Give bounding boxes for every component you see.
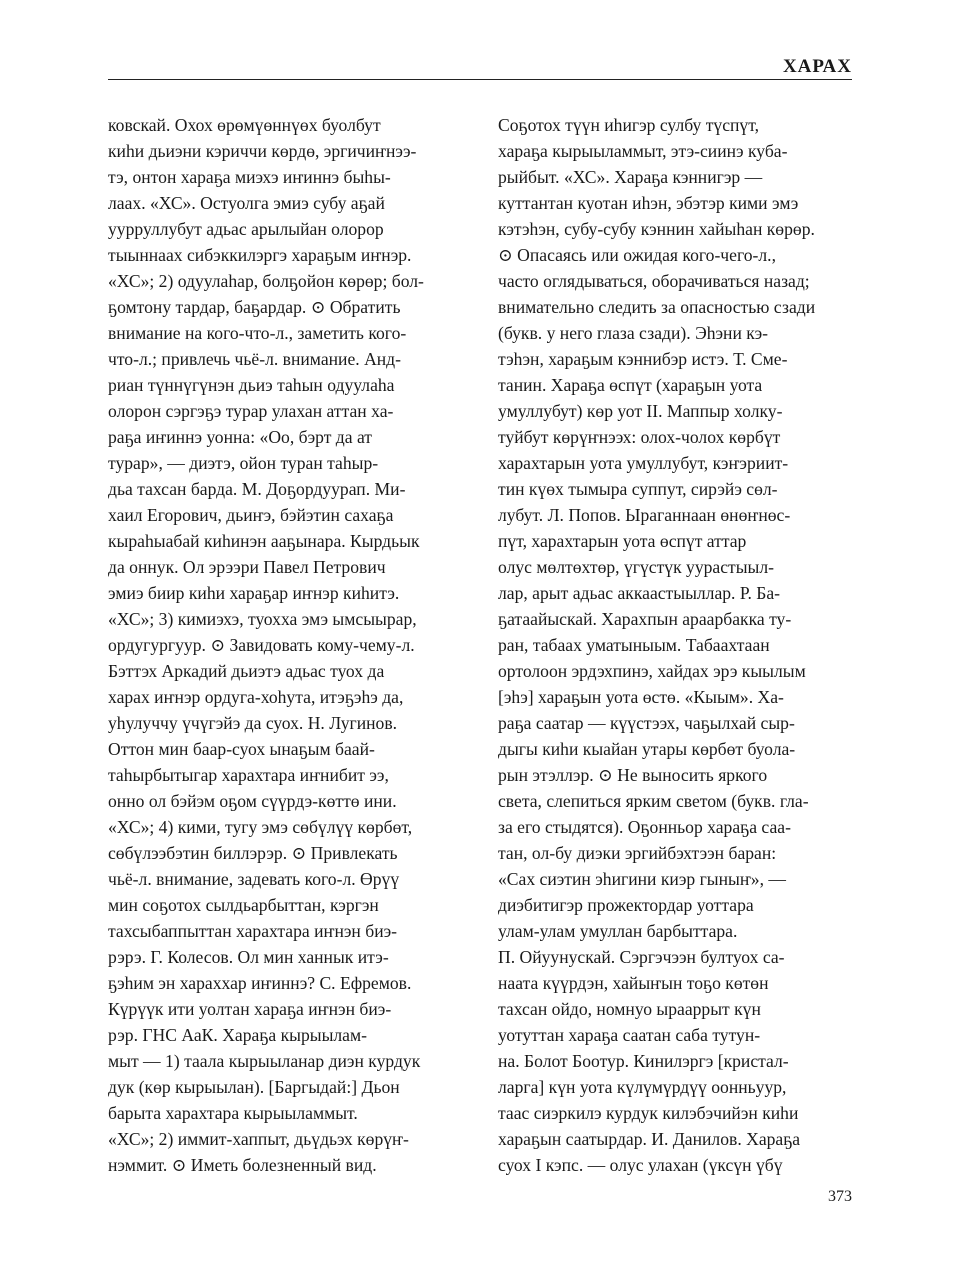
left-column-line: что-л.; привлечь чьё-л. внимание. Анд-: [108, 349, 401, 369]
right-column-line: тан, ол-бу диэки эргийбэхтээн баран:: [498, 843, 777, 863]
left-column-line: Күрүүк ити уолтан хараҕа иҥнэн биэ-: [108, 999, 392, 1019]
left-column-line: таhырбытыгар харахтара иҥнибит ээ,: [108, 765, 389, 785]
left-column-line: эмиэ биир киhи хараҕар иҥнэр киhитэ.: [108, 583, 400, 603]
right-column-line: наата күүрдэн, хайыҥын тоҕо көтөн: [498, 973, 769, 993]
right-column-line: хараҕын саатырдар. И. Данилов. Хараҕа: [498, 1129, 801, 1149]
left-column-line: дьа тахсан барда. М. Доҕордуурап. Ми-: [108, 479, 406, 499]
page-number: 373: [828, 1188, 852, 1205]
left-column-line: тыыннаах сибэккилэргэ хараҕым иҥнэр.: [108, 245, 412, 265]
left-column-line: рэр. ГНС АаК. Хараҕа кырыылам-: [108, 1025, 367, 1045]
right-column-line: уотуттан хараҕа саатан саба тутун-: [498, 1025, 761, 1045]
left-column-line: киhи дьиэни кэриччи көрдө, эргичиҥнээ-: [108, 141, 417, 161]
right-column-line: тахсан ойдо, номнуо ыраappыт күн: [498, 999, 761, 1019]
right-column-line: пүт, харахтарын уота өспүт аттар: [498, 531, 747, 551]
left-column-line: нэммит. ⊙ Иметь болезненный вид.: [108, 1155, 377, 1175]
running-header: [108, 56, 852, 80]
right-column-line: раҕа саатар — күүстээх, чаҕылхай сыр-: [498, 713, 795, 733]
left-column-line: хаил Егорович, дьиҥэ, бэйэтин сахаҕа: [108, 505, 394, 525]
right-column-line: (букв. у него глаза сзади). Эhэни кэ-: [498, 323, 768, 343]
running-header-title: ХАРАХ: [782, 56, 852, 77]
left-column: [108, 112, 460, 1178]
right-column-line: Соҕотох түүн иhигэр сулбу түспүт,: [498, 115, 759, 135]
right-column-line: харахтарын уота умуллубут, кэҥэриит-: [498, 453, 789, 473]
left-column-line: мыт — 1) таала кырыыланар диэн курдук: [108, 1051, 421, 1071]
right-column-line: тин күөх тымыра суппут, сирэйэ сөл-: [498, 479, 778, 499]
left-column-line: барыта харахтара кырыыламмыт.: [108, 1103, 358, 1123]
right-column-line: часто оглядываться, оборачиваться назад;: [498, 271, 810, 291]
right-column-line: дыгы киhи кыайан утары көрбөт буола-: [498, 739, 796, 759]
right-column: [498, 112, 850, 1178]
left-column-line: «ХС»; 2) иммит-хаппыт, дьүдьэх көрүҥ-: [108, 1129, 409, 1149]
right-column-line: ларга] күн уота күлүмүрдүү оонньуур,: [498, 1077, 787, 1097]
right-column-line: лар, арыт адьас аккаастыыллар. Р. Ба-: [498, 583, 781, 603]
left-column-line: внимание на кого-что-л., заметить кого-: [108, 323, 407, 343]
right-column-line: ⊙ Опасаясь или ожидая кого-чего-л.,: [498, 245, 776, 265]
right-column-line: кэтэhэн, субу-субу кэннин хайыhан көрөр.: [498, 219, 815, 239]
right-column-line: [эhэ] хараҕын уота өстө. «Кыым». Ха-: [498, 687, 784, 707]
left-column-line: сөбүлээбэтин биллэрэр. ⊙ Привлекать: [108, 843, 398, 863]
right-column-line: тэhэн, хараҕым кэннибэр истэ. Т. Сме-: [498, 349, 788, 369]
left-column-line: кыраhыабай киhинэн ааҕынара. Кырдьык: [108, 531, 420, 551]
left-column-line: да оннук. Ол эрээри Павел Петрович: [108, 557, 386, 577]
right-column-line: лубут. Л. Попов. Ыраганнаан өнөҥнөс-: [498, 505, 791, 525]
left-column-line: олорон сэргэҕэ турар улахан аттан ха-: [108, 401, 394, 421]
right-column-line: диэбитигэр прожектордар уоттара: [498, 895, 754, 915]
right-column-line: хараҕа кырыыламмыт, этэ-сиинэ куба-: [498, 141, 788, 161]
left-column-line: мин соҕотох сылдьарбыттан, кэргэн: [108, 895, 379, 915]
left-column-line: тахсыбаппыттан харахтара иҥнэн биэ-: [108, 921, 398, 941]
left-column-line: рэрэ. Г. Колесов. Ол мин ханнык итэ-: [108, 947, 389, 967]
left-column-line: турар», — диэтэ, ойон туран таhыр-: [108, 453, 379, 473]
right-column-line: таас сиэркилэ курдук килэбэчийэн киhи: [498, 1103, 799, 1123]
left-column-line: лаах. «ХС». Остуолга эмиэ субу аҕай: [108, 193, 385, 213]
right-column-line: туйбут көрүҥнээх: олох-чолох көрбүт: [498, 427, 781, 447]
right-column-line: суох I кэпс. — олус улахан (үксүн үбү: [498, 1155, 783, 1175]
left-column-line: чьё-л. внимание, задевать кого-л. Өрүү: [108, 869, 400, 889]
left-column-line: «ХС»; 4) кими, тугу эмэ сөбүлүү көрбөт,: [108, 817, 413, 837]
left-column-line: ордугургуур. ⊙ Завидовать кому-чему-л.: [108, 635, 415, 655]
header-rule: [108, 79, 852, 80]
right-column-line: П. Ойуунускай. Сэргэчээн бултуох са-: [498, 947, 785, 967]
right-column-line: рын этэллэр. ⊙ Не выносить яркого: [498, 765, 768, 785]
right-column-line: «Сах сиэтин эhигини киэр гыныҥ», —: [498, 869, 786, 889]
left-column-line: ковскай. Охох өрөмүөннүөх буолбут: [108, 115, 381, 135]
left-column-line: раҕа иҥиннэ уонна: «Оо, бэрт да ат: [108, 427, 372, 447]
left-column-line: Оттон мин баар-суох ынаҕым баай-: [108, 739, 375, 759]
right-column-line: рыйбыт. «ХС». Хараҕа кэннигэр —: [498, 167, 763, 187]
left-column-line: ҕэhим эн хараххар иҥиннэ? С. Ефремов.: [108, 973, 412, 993]
right-column-line: улам-улам умуллан барбыттара.: [498, 921, 738, 941]
right-column-line: ҕатаайыскай. Харахпын араарбакка ту-: [498, 609, 792, 629]
left-column-line: харах иҥнэр ордуга-хоhута, итэҕэhэ да,: [108, 687, 404, 707]
right-column-line: внимательно следить за опасностью сзади: [498, 297, 816, 317]
right-column-line: танин. Хараҕа өспүт (хараҕын уота: [498, 375, 763, 395]
right-column-line: ортолоон эрдэхпинэ, хайдах эрэ кыылым: [498, 661, 806, 681]
right-column-line: ран, табаах уматыныым. Табаахтаан: [498, 635, 770, 655]
right-column-line: олус мөлтөхтөр, үгүстүк уурастыыл-: [498, 557, 775, 577]
right-column-line: умуллубут) көр уот II. Маппыр холку-: [498, 401, 783, 421]
left-column-line: уhулуччу үчүгэйэ да суох. Н. Лугинов.: [108, 713, 398, 733]
left-column-line: тэ, онтон хараҕа миэхэ иҥиннэ быhы-: [108, 167, 391, 187]
right-column-line: света, слепиться ярким светом (букв. гла-: [498, 791, 809, 811]
left-column-line: «ХС»; 3) кимиэхэ, туохха эмэ ымсыырар,: [108, 609, 417, 629]
left-column-line: риан түннүгүнэн дьиэ таhын одуулаhа: [108, 375, 395, 395]
right-column-line: на. Болот Боотур. Кинилэргэ [кристал-: [498, 1051, 789, 1071]
left-column-line: онно ол бэйэм оҕом сүүрдэ-көттө ини.: [108, 791, 397, 811]
left-column-line: «ХС»; 2) одуулаhар, болҕойон көрөр; бол-: [108, 271, 424, 291]
left-column-line: уурруллубут адьас арылыйан олорор: [108, 219, 384, 239]
left-column-line: Бэттэх Аркадий дьиэтэ адьас туох да: [108, 661, 385, 681]
right-column-line: за его стыдятся). Оҕонньор хараҕа саа-: [498, 817, 791, 837]
right-column-line: куттантан куотан иhэн, эбэтэр кими эмэ: [498, 193, 799, 213]
left-column-line: дук (көр кырыылан). [Баргыдай:] Дьон: [108, 1077, 400, 1097]
left-column-line: ҕомтону тардар, баҕардар. ⊙ Обратить: [108, 297, 401, 317]
